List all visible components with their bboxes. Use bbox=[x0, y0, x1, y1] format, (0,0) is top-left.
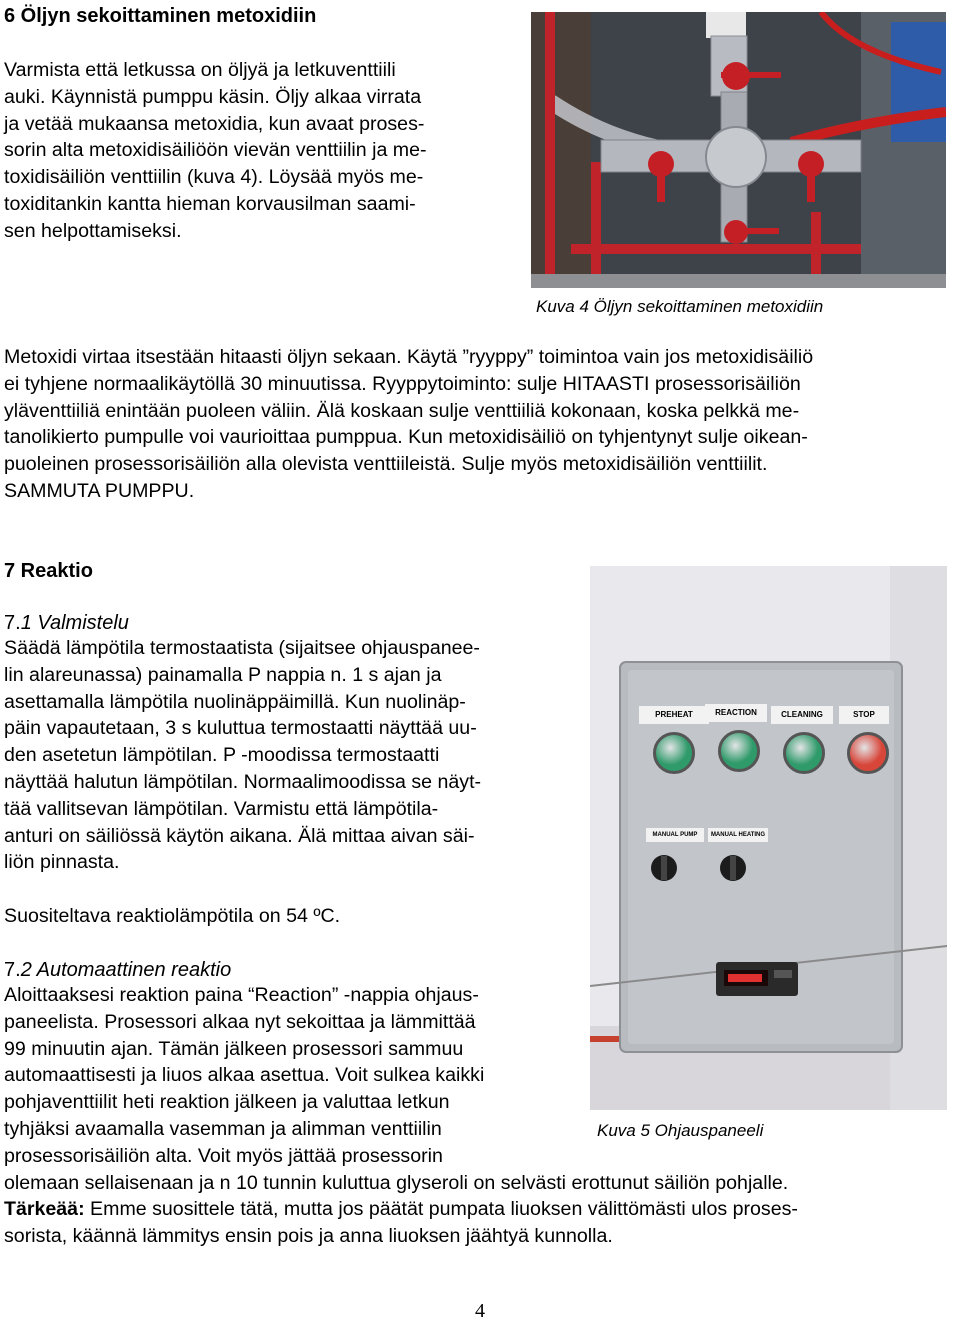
text-line: Aloittaaksesi reaktion paina “Reaction” -nappia ohjaus- bbox=[4, 984, 479, 1006]
text-line: Metoxidi virtaa itsestään hitaasti öljyn sekaan. Käytä ”ryyppy” toimintoa vain jos metoxidisäiliö bbox=[4, 346, 814, 368]
text-line: prosessorisäiliön alta. Voit myös jättää prosessorin bbox=[4, 1144, 443, 1167]
panel-label-manual-pump: MANUAL PUMP bbox=[646, 828, 704, 842]
control-panel-background bbox=[590, 566, 947, 1110]
text-line: sorin alta metoxidisäiliöön vievän venttiilin ja me- bbox=[4, 139, 427, 162]
cleaning-button[interactable] bbox=[783, 732, 825, 774]
text-line: paneelista. Prosessori alkaa nyt sekoittaa ja lämmittää bbox=[4, 1010, 476, 1033]
figure-5-caption: Kuva 5 Ohjauspaneeli bbox=[597, 1121, 764, 1140]
panel-label-preheat: PREHEAT bbox=[639, 706, 709, 724]
text-line: pohjaventtiilit heti reaktion jälkeen ja valuttaa letkun bbox=[4, 1091, 450, 1114]
panel-label-manual-heating: MANUAL HEATING bbox=[708, 828, 768, 842]
figure-4-valve-photo bbox=[531, 12, 946, 288]
text-line: toxidisäiliön venttiilin (kuva 4). Löysää myös me- bbox=[4, 166, 424, 189]
panel-label-reaction: REACTION bbox=[705, 704, 767, 722]
stop-button[interactable] bbox=[847, 732, 889, 774]
text-line: ei tyhjene normaalikäytöllä 30 minuutissa. Ryyppytoiminto: sulje HITAASTI prosessorisäiliön bbox=[4, 372, 801, 395]
important-label: Tärkeää: bbox=[4, 1198, 85, 1221]
subsection-7-1-heading bbox=[4, 610, 129, 636]
panel-label-stop: STOP bbox=[839, 706, 889, 724]
text-line: sen helpottamiseksi. bbox=[4, 219, 182, 242]
text-line: tää vallitsevan lämpötilan. Varmistu että lämpötila- bbox=[4, 797, 439, 820]
text-line: olemaan sellaisenaan ja n 10 tunnin kuluttua glyseroli on selvästi erottunut säiliön pohjalle. bbox=[4, 1171, 789, 1194]
text-line: sorista, käännä lämmitys ensin pois ja anna liuoksen jäähtyä kunnolla. bbox=[4, 1225, 613, 1248]
subsection-number: 7. bbox=[4, 959, 21, 981]
text-line: toxiditankin kantta hieman korvausilman saami- bbox=[4, 192, 416, 215]
text-line: yläventtiiliä enintään puoleen väliin. Älä koskaan sulje venttiiliä kokonaan, koska pelkkä me- bbox=[4, 399, 800, 422]
text-line: puoleinen prosessorisäiliön alla olevista venttiileistä. Sulje myös metoxidisäiliön venttiilit. bbox=[4, 453, 768, 476]
page-number: 4 bbox=[475, 1300, 485, 1322]
figure-4-caption: Kuva 4 Öljyn sekoittaminen metoxidiin bbox=[536, 297, 824, 316]
recommended-temperature: Suositeltava reaktiolämpötila on 54 ºC. bbox=[4, 905, 341, 927]
text-line: SAMMUTA PUMPPU. bbox=[4, 479, 195, 502]
text-line: näyttää halutun lämpötilan. Normaalimoodissa se näyt- bbox=[4, 770, 482, 793]
subsection-7-2-heading bbox=[4, 957, 231, 983]
section-6-intro bbox=[4, 57, 427, 245]
subsection-title: 2 Automaattinen reaktio bbox=[20, 959, 232, 981]
text-line: päin vapautetaan, 3 s kuluttua termostaatti näyttää uu- bbox=[4, 717, 477, 740]
section-7-heading: 7 Reaktio bbox=[4, 560, 93, 582]
section-6-heading: 6 Öljyn sekoittaminen metoxidiin bbox=[4, 5, 317, 27]
subsection-title: 1 Valmistelu bbox=[20, 612, 129, 634]
preheat-button[interactable] bbox=[653, 732, 695, 774]
important-text: Emme suosittele tätä, mutta jos päätät pumpata liuoksen välittömästi ulos proses- bbox=[84, 1198, 798, 1221]
text-line: den asetetun lämpötilan. P -moodissa termostaatti bbox=[4, 744, 440, 767]
text-line: auki. Käynnistä pumppu käsin. Öljy alkaa virrata bbox=[4, 85, 422, 108]
text-line: lin alareunassa) painamalla P nappia n. 1 s ajan ja bbox=[4, 663, 442, 686]
text-line: Säädä lämpötila termostaatista (sijaitsee ohjauspanee- bbox=[4, 637, 480, 659]
text-line: 99 minuutin ajan. Tämän jälkeen prosessori sammuu bbox=[4, 1037, 464, 1060]
text-line: anturi on säiliössä käytön aikana. Älä mittaa aivan säi- bbox=[4, 824, 475, 847]
important-note bbox=[4, 1196, 798, 1223]
subsection-7-1-text bbox=[4, 635, 481, 876]
text-line: liön pinnasta. bbox=[4, 851, 120, 874]
reaction-button[interactable] bbox=[718, 730, 760, 772]
panel-label-cleaning: CLEANING bbox=[771, 706, 833, 724]
text-line: Varmista että letkussa on öljyä ja letkuventtiili bbox=[4, 59, 396, 81]
text-line: automaattisesti ja liuos alkaa asettua. Voit sulkea kaikki bbox=[4, 1064, 485, 1087]
text-line: ja vetää mukaansa metoxidia, kun avaat proses- bbox=[4, 112, 425, 135]
figure-5-control-panel-photo bbox=[590, 566, 947, 1110]
subsection-number: 7. bbox=[4, 612, 21, 634]
text-line: tyhjäksi avaamalla vasemman ja alimman venttiilin bbox=[4, 1117, 442, 1140]
section-6-body bbox=[4, 344, 813, 505]
valve-manifold-illustration bbox=[531, 12, 946, 288]
text-line: asettamalla lämpötila nuolinäppäimillä. Kun nuolinäp- bbox=[4, 690, 466, 713]
text-line: tanolikierto pumpulle voi vaurioittaa pumppua. Kun metoxidisäiliö on tyhjentynyt sulje oikean- bbox=[4, 426, 808, 449]
